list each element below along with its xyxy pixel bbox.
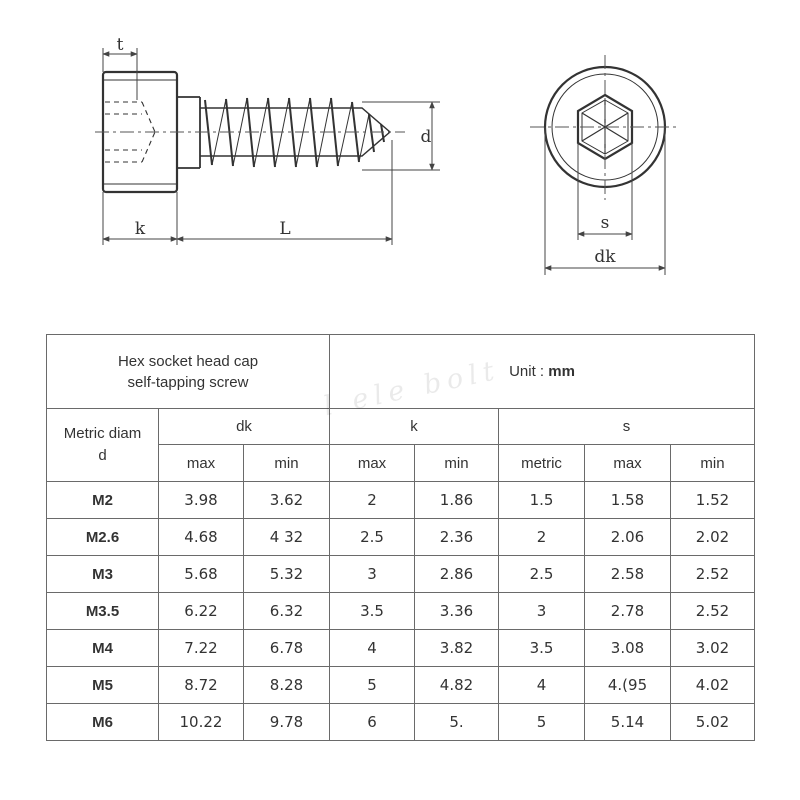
group-header-dk: dk (159, 409, 330, 445)
value-cell: 6.32 (244, 593, 330, 630)
table-row (47, 630, 755, 667)
value-cell: 3.82 (415, 630, 499, 667)
size-cell: M3 (47, 556, 159, 593)
group-header-k: k (330, 409, 499, 445)
value-cell: 2.5 (330, 519, 415, 556)
value-cell: 2.52 (671, 593, 755, 630)
size-cell: M2.6 (47, 519, 159, 556)
value-cell: 7.22 (159, 630, 244, 667)
value-cell: 5.14 (585, 704, 671, 741)
group-header-s: s (499, 409, 755, 445)
value-cell: 5.32 (244, 556, 330, 593)
value-cell: 4 (330, 630, 415, 667)
table-row (47, 556, 755, 593)
value-cell: 3.5 (330, 593, 415, 630)
value-cell: 5.68 (159, 556, 244, 593)
row-header-line1: Metric diam (63, 425, 142, 442)
watermark: l ele bolt (320, 354, 503, 423)
table-title-cell (47, 335, 330, 409)
size-cell: M3.5 (47, 593, 159, 630)
row-header-cell (47, 409, 159, 482)
table-row (47, 593, 755, 630)
value-cell: 6 (330, 704, 415, 741)
table-title-line2: self-tapping screw (127, 373, 249, 391)
value-cell: 4 32 (244, 519, 330, 556)
unit-cell (330, 335, 755, 409)
value-cell: 3.62 (244, 482, 330, 519)
row-header-line2: d (98, 447, 107, 464)
value-cell: 8.28 (244, 667, 330, 704)
value-cell: 2.78 (585, 593, 671, 630)
value-cell: 6.78 (244, 630, 330, 667)
value-cell: 3.02 (671, 630, 755, 667)
value-cell: 3 (499, 593, 585, 630)
screw-technical-drawing (0, 0, 800, 300)
size-cell: M2 (47, 482, 159, 519)
dim-label-dk: dk (594, 247, 616, 267)
table-row (47, 519, 755, 556)
value-cell: 8.72 (159, 667, 244, 704)
value-cell: 3 (330, 556, 415, 593)
size-cell: M4 (47, 630, 159, 667)
spec-table (46, 334, 755, 741)
subheader-dk-min: min (244, 445, 330, 482)
value-cell: 3.08 (585, 630, 671, 667)
value-cell: 1.86 (415, 482, 499, 519)
dim-label-k: k (134, 219, 146, 239)
value-cell: 2.5 (499, 556, 585, 593)
table-row (47, 482, 755, 519)
size-cell: M6 (47, 704, 159, 741)
table-title-line1: Hex socket head cap (117, 352, 259, 370)
value-cell: 6.22 (159, 593, 244, 630)
value-cell: 2.58 (585, 556, 671, 593)
value-cell: 2.36 (415, 519, 499, 556)
value-cell: 10.22 (159, 704, 244, 741)
value-cell: 1.58 (585, 482, 671, 519)
dim-label-L: L (279, 219, 291, 239)
value-cell: 2.86 (415, 556, 499, 593)
dim-label-s: s (600, 213, 610, 233)
value-cell: 4.(95 (585, 667, 671, 704)
value-cell: 4.82 (415, 667, 499, 704)
value-cell: 9.78 (244, 704, 330, 741)
size-cell: M5 (47, 667, 159, 704)
value-cell: 1.52 (671, 482, 755, 519)
value-cell: 3.98 (159, 482, 244, 519)
value-cell: 2.06 (585, 519, 671, 556)
side-view (95, 72, 405, 192)
value-cell: 5 (499, 704, 585, 741)
value-cell: 3.36 (415, 593, 499, 630)
value-cell: 4.02 (671, 667, 755, 704)
value-cell: 5 (330, 667, 415, 704)
value-cell: 4 (499, 667, 585, 704)
subheader-dk-max: max (159, 445, 244, 482)
value-cell: 5.02 (671, 704, 755, 741)
subheader-s-max: max (585, 445, 671, 482)
subheader-k-max: max (330, 445, 415, 482)
value-cell: 2 (330, 482, 415, 519)
value-cell: 5. (415, 704, 499, 741)
unit-value: mm (548, 363, 575, 380)
value-cell: 4.68 (159, 519, 244, 556)
dim-label-t: t (116, 35, 124, 55)
value-cell: 2.02 (671, 519, 755, 556)
value-cell: 3.5 (499, 630, 585, 667)
subheader-s-metric: metric (499, 445, 585, 482)
value-cell: 2 (499, 519, 585, 556)
front-view (530, 55, 680, 200)
table-row (47, 667, 755, 704)
unit-label: Unit : (509, 363, 545, 380)
subheader-k-min: min (415, 445, 499, 482)
value-cell: 2.52 (671, 556, 755, 593)
subheader-s-min: min (671, 445, 755, 482)
dim-label-d: d (420, 127, 432, 147)
value-cell: 1.5 (499, 482, 585, 519)
table-row (47, 704, 755, 741)
